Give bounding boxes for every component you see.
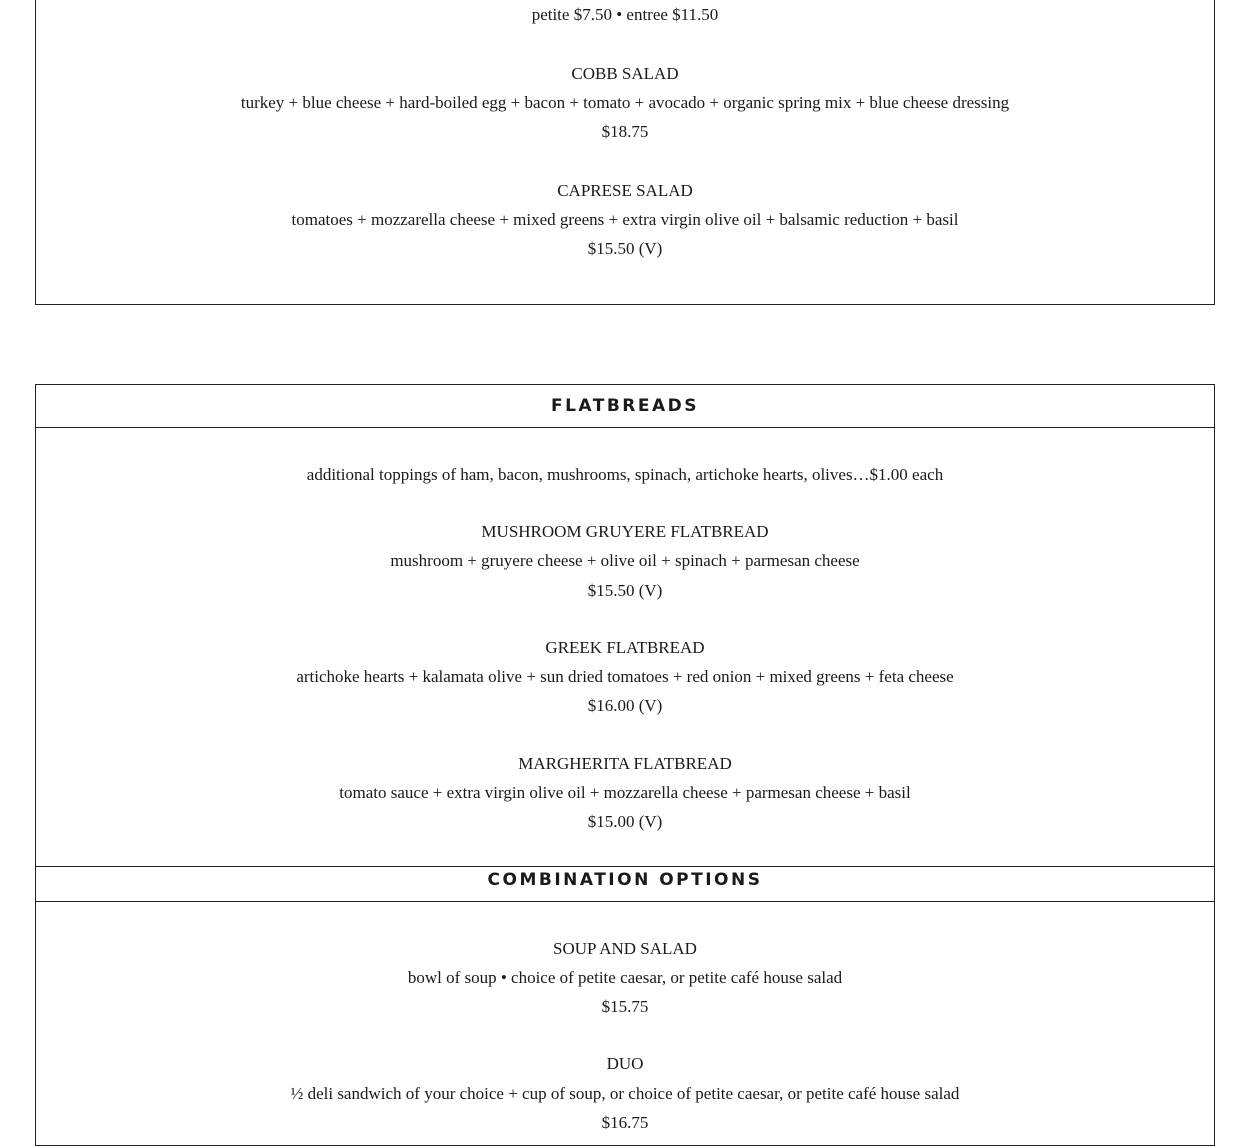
mushroom-flatbread-price: $15.50 (V) [587,581,663,600]
cobb-salad-price: $18.75 [601,122,649,141]
duo-price: $16.75 [601,1113,649,1132]
greek-flatbread-desc: artichoke hearts + kalamata olive + sun dried tomatoes + red onion + mixed greens + feta cheese [296,667,954,686]
margherita-flatbread-price: $15.00 (V) [587,812,663,831]
flatbreads-heading-divider [36,427,1214,428]
combos-top-divider [36,866,1214,867]
caprese-salad-desc: tomatoes + mozzarella cheese + mixed greens + extra virgin olive oil + balsamic reduction + basil [291,210,959,229]
caprese-salad-price: $15.50 (V) [587,239,663,258]
duo-name: DUO [606,1054,644,1073]
soup-salad-name: SOUP AND SALAD [553,939,697,958]
greek-flatbread-name: GREEK FLATBREAD [545,638,705,657]
combos-heading-divider [36,901,1214,902]
flatbreads-heading: FLATBREADS [550,396,700,416]
margherita-flatbread-name: MARGHERITA FLATBREAD [518,754,732,773]
flatbreads-combos-section [35,384,1215,1146]
flatbreads-toppings-note: additional toppings of ham, bacon, mushrooms, spinach, artichoke hearts, olives…$1.00 each [306,465,944,484]
soup-salad-price: $15.75 [601,997,649,1016]
combos-heading: COMBINATION OPTIONS [487,870,763,890]
caprese-salad-name: CAPRESE SALAD [557,181,693,200]
mushroom-flatbread-name: MUSHROOM GRUYERE FLATBREAD [481,522,769,541]
margherita-flatbread-desc: tomato sauce + extra virgin olive oil + mozzarella cheese + parmesan cheese + basil [339,783,911,802]
soup-salad-desc: bowl of soup • choice of petite caesar, or petite café house salad [407,968,843,987]
greek-flatbread-price: $16.00 (V) [587,696,663,715]
cobb-salad-name: COBB SALAD [571,64,679,83]
mushroom-flatbread-desc: mushroom + gruyere cheese + olive oil + spinach + parmesan cheese [390,551,860,570]
salads-section [35,0,1215,305]
petite-entree-price: petite $7.50 • entree $11.50 [531,5,719,24]
duo-desc: ½ deli sandwich of your choice + cup of soup, or choice of petite caesar, or petite café house salad [290,1084,960,1103]
cobb-salad-desc: turkey + blue cheese + hard-boiled egg + bacon + tomato + avocado + organic spring mix + blue cheese dressing [240,93,1010,112]
